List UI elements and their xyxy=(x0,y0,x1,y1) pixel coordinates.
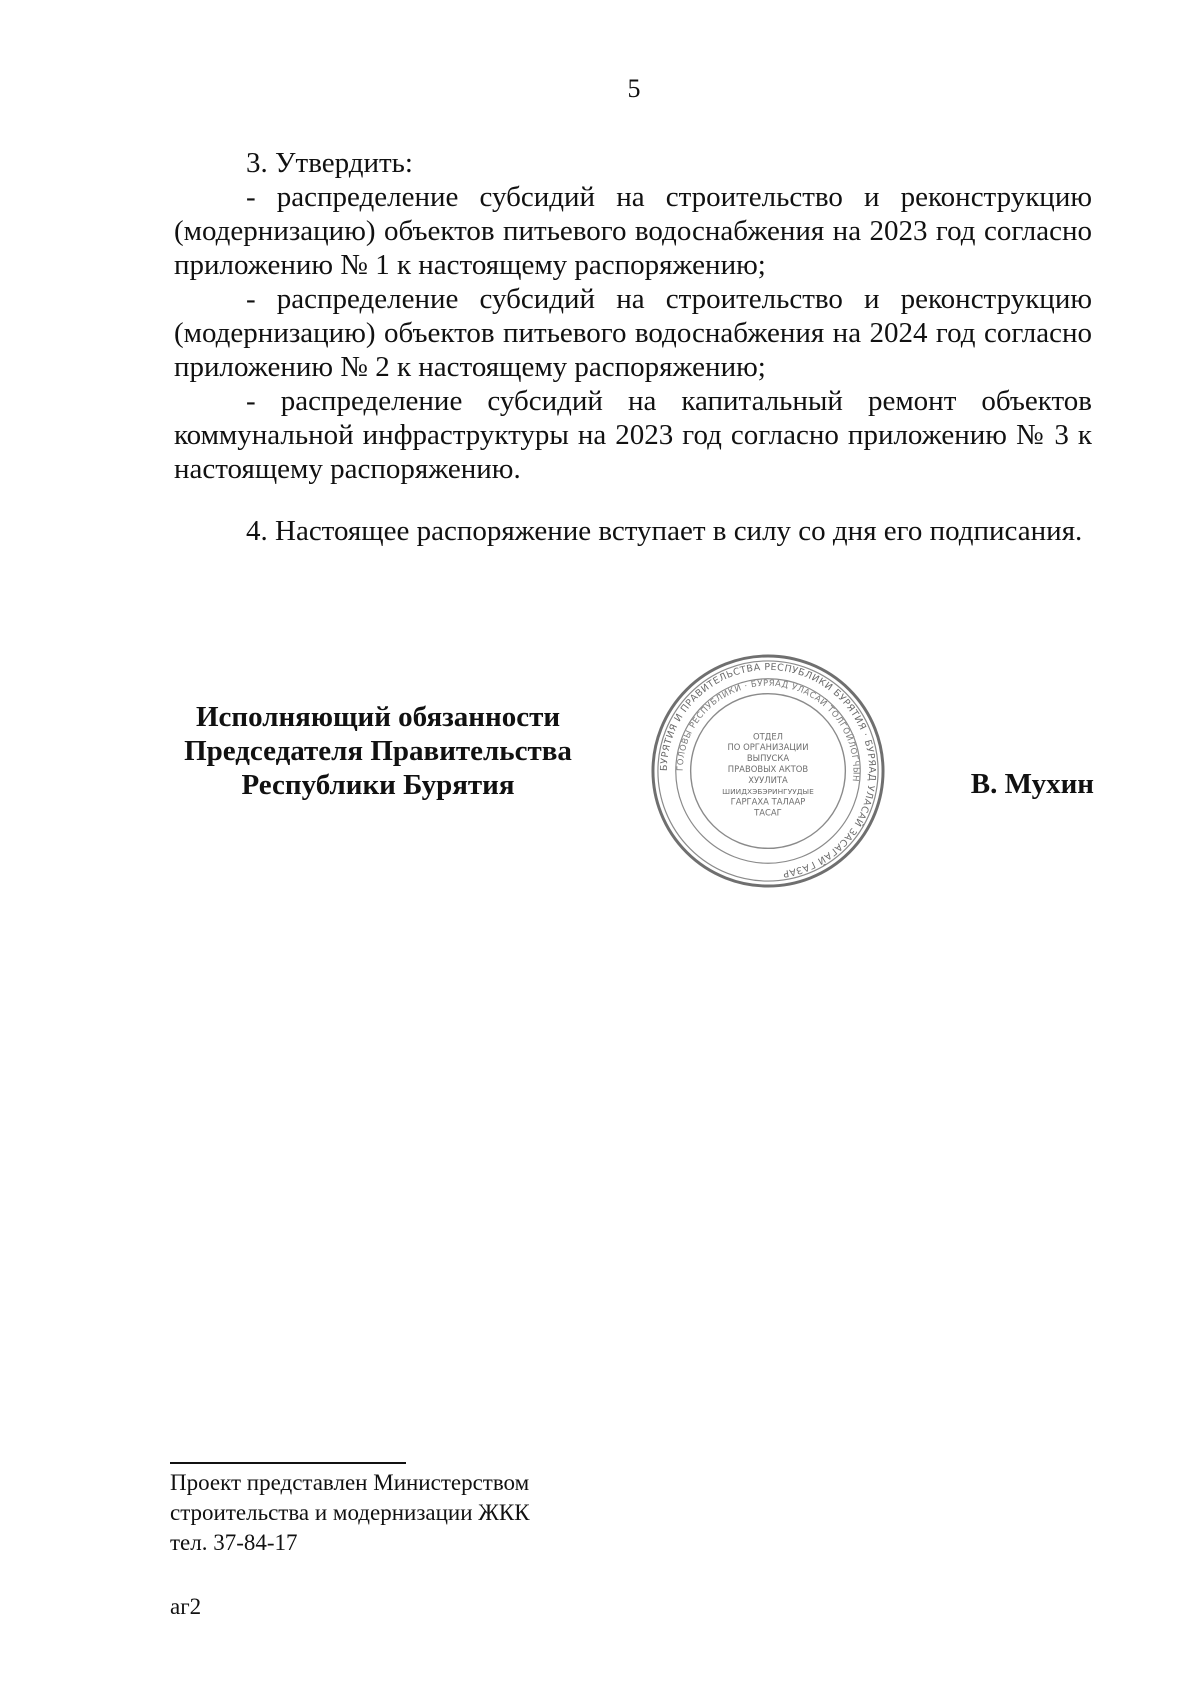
document-body xyxy=(174,146,1092,548)
signatory-title-line: Республики Бурятия xyxy=(241,769,515,801)
footnote-line: строительства и модернизации ЖКК xyxy=(170,1500,530,1525)
seal-outer-text: БУРЯТИЯ И ПРАВИТЕЛЬСТВА РЕСПУБЛИКИ БУРЯТИЯ · БУРЯАД УЛАСАЙ ЗАСАГАЙ ГАЗАР xyxy=(658,661,878,880)
paragraph-capital-repair: - распределение субсидий на капитальный ремонт объектов коммунальной инфраструктуры на 2023 год согласно приложению № 3 к настоящему распоряжению. xyxy=(174,385,1092,485)
seal-center-line: ПРАВОВЫХ АКТОВ xyxy=(727,763,809,774)
paragraph-effective: 4. Настоящее распоряжение вступает в силу со дня его подписания. xyxy=(246,515,1083,547)
seal-center-line: ГАРГАХА ТАЛААР xyxy=(730,796,806,807)
seal-inner-text: ГОЛОВЫ РЕСПУБЛИКИ · БУРЯАД УЛАСАЙ ТОЛГОЙЛОГЧЫН xyxy=(674,677,862,783)
seal-center-line: ТАСАГ xyxy=(754,807,782,818)
seal-center-line: ПО ОРГАНИЗАЦИИ xyxy=(727,742,809,753)
seal-center-line: ШИИДХЭБЭРИНГУУДЫЕ xyxy=(722,786,814,796)
paragraph-approve: 3. Утвердить: xyxy=(246,147,413,179)
footnote-line: Проект представлен Министерством xyxy=(170,1470,530,1495)
signatory-name: В. Мухин xyxy=(970,768,1094,800)
signatory-title xyxy=(168,700,588,802)
page-number: 5 xyxy=(627,74,641,103)
paragraph-subsidy-2023: - распределение субсидий на строительство и реконструкцию (модернизацию) объектов питьевого водоснабжения на 2023 год согласно приложению № 1 к настоящему распоряжению; xyxy=(174,181,1092,281)
seal-center-line: ВЫПУСКА xyxy=(746,753,790,764)
seal-center-line: ХУУЛИТА xyxy=(748,774,788,785)
signatory-title-line: Исполняющий обязанности xyxy=(195,701,561,733)
footnote-line: тел. 37-84-17 xyxy=(170,1530,298,1555)
seal-center-line: ОТДЕЛ xyxy=(753,731,783,742)
document-code: аг2 xyxy=(170,1594,202,1619)
footnote xyxy=(170,1468,530,1558)
footnote-divider xyxy=(170,1462,406,1464)
paragraph-subsidy-2024: - распределение субсидий на строительство и реконструкцию (модернизацию) объектов питьевого водоснабжения на 2024 год согласно приложению № 2 к настоящему распоряжению; xyxy=(174,283,1092,383)
official-seal xyxy=(649,652,887,890)
signatory-title-line: Председателя Правительства xyxy=(184,735,572,767)
